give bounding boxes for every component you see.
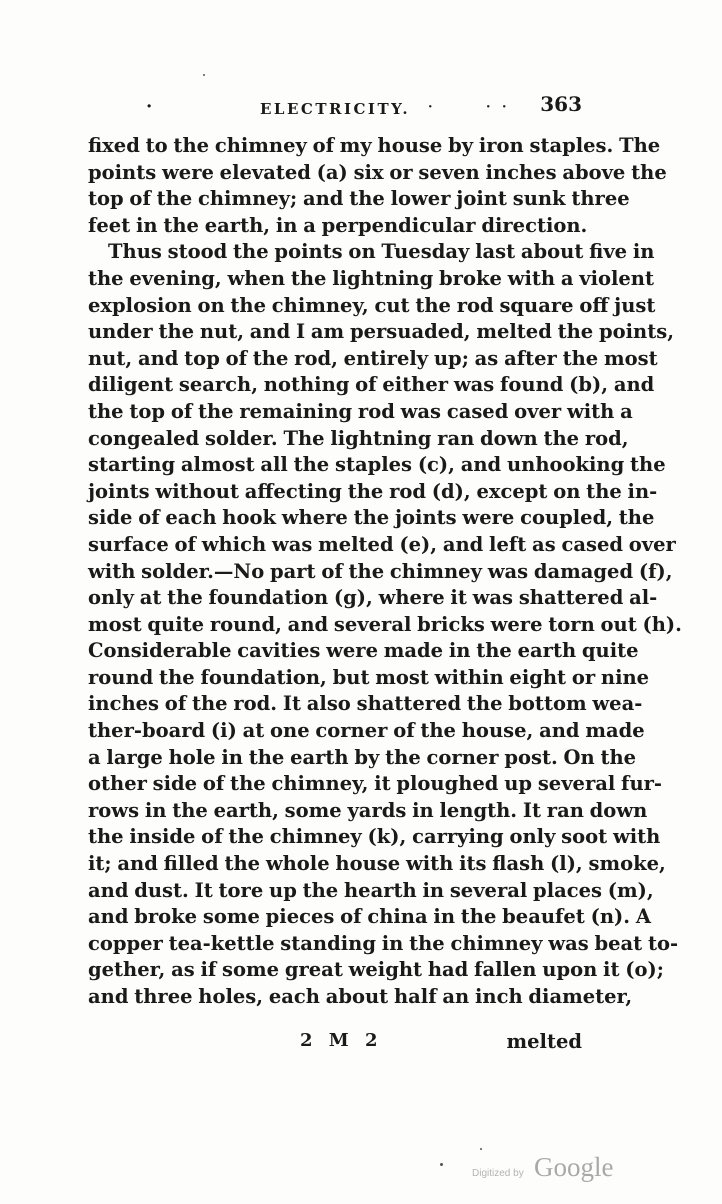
text-line: top of the chimney; and the lower joint sunk three: [88, 187, 630, 211]
header-dot: ·: [428, 100, 433, 115]
text-line: joints without affecting the rod (d), except on the in-: [88, 479, 658, 503]
text-line: diligent search, nothing of either was found (b), and: [88, 373, 655, 397]
text-line: surface of which was melted (e), and left as cased over: [88, 532, 676, 556]
text-line: explosion on the chimney, cut the rod square off just: [88, 293, 656, 317]
paper-speck: [203, 74, 205, 76]
text-line: and dust. It tore up the hearth in several places (m),: [88, 878, 654, 902]
text-line: congealed solder. The lightning ran down the rod,: [88, 426, 629, 450]
text-line: and broke some pieces of china in the beaufet (n). A: [88, 905, 651, 929]
text-line: with solder.—No part of the chimney was damaged (f),: [88, 559, 673, 583]
paper-speck: [440, 1163, 443, 1166]
text-line: starting almost all the staples (c), and unhooking the: [88, 453, 666, 477]
text-line: most quite round, and several bricks were torn out (h).: [88, 612, 682, 636]
text-line: points were elevated (a) six or seven inches above the: [88, 160, 667, 184]
digitized-watermark: [472, 1150, 632, 1190]
catchword: melted: [506, 1030, 582, 1053]
text-line: the inside of the chimney (k), carrying only soot with: [88, 825, 661, 849]
signature-mark: 2 M 2: [300, 1030, 383, 1051]
text-line: the evening, when the lightning broke with a violent: [88, 266, 654, 290]
google-logo: Google: [534, 1152, 614, 1182]
text-line: gether, as if some great weight had fallen upon it (o);: [88, 958, 664, 982]
text-line: feet in the earth, in a perpendicular direction.: [88, 213, 588, 237]
body-text: [88, 133, 682, 1011]
digitized-by-label: Digitized by: [472, 1168, 524, 1179]
text-line: rows in the earth, some yards in length. It ran down: [88, 798, 648, 822]
running-header: [88, 92, 582, 122]
header-dot: ·: [486, 100, 491, 115]
header-dot: ·: [146, 96, 153, 117]
text-line: only at the foundation (g), where it was shattered al-: [88, 586, 658, 610]
text-line: Thus stood the points on Tuesday last about five in: [108, 240, 655, 264]
running-title: ELECTRICITY.: [260, 100, 411, 118]
text-line: and three holes, each about half an inch diameter,: [88, 985, 633, 1008]
text-line: it; and filled the whole house with its flash (l), smoke,: [88, 852, 666, 876]
text-line: other side of the chimney, it ploughed up several fur-: [88, 772, 662, 796]
text-line: under the nut, and I am persuaded, melted the points,: [88, 320, 675, 344]
text-line: the top of the remaining rod was cased over with a: [88, 399, 633, 423]
text-line: round the foundation, but most within eight or nine: [88, 665, 650, 689]
page-number: 363: [540, 92, 582, 116]
text-line: fixed to the chimney of my house by iron staples. The: [88, 134, 661, 157]
text-line: Considerable cavities were made in the earth quite: [88, 639, 639, 663]
page-footer: [88, 1030, 582, 1056]
text-line: inches of the rod. It also shattered the bottom wea-: [88, 692, 643, 716]
header-dot: ·: [502, 100, 507, 115]
text-line: copper tea-kettle standing in the chimney was beat to-: [88, 931, 679, 955]
text-line: side of each hook where the joints were coupled, the: [88, 506, 655, 530]
text-line: nut, and top of the rod, entirely up; as after the most: [88, 346, 658, 370]
text-line: ther-board (i) at one corner of the house, and made: [88, 719, 645, 743]
text-line: a large hole in the earth by the corner post. On the: [88, 745, 637, 769]
